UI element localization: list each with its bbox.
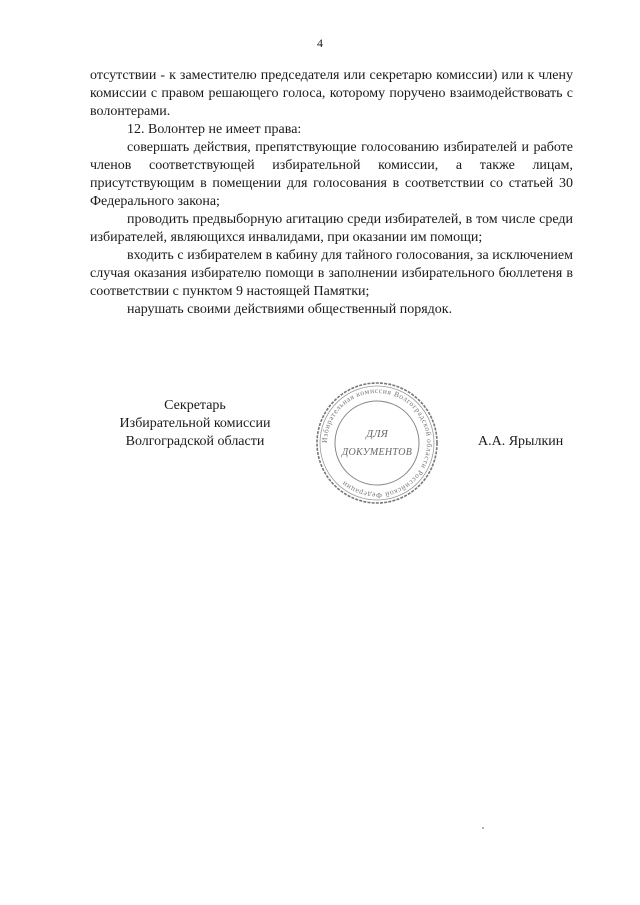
paragraph-restriction-booth: входить с избирателем в кабину для тайного голосования, за исключением случая оказания избирателю помощи в заполнении избирательного бюллетеня в соответствии с пунктом 9 настоящей Памятки;: [90, 248, 573, 299]
signature-title-line: Избирательной комиссии: [119, 416, 271, 431]
paragraph-item-12-heading: 12. Волонтер не имеет права:: [127, 122, 302, 137]
signature-title-line: Волгоградской области: [125, 434, 265, 449]
paragraph-restriction-order: нарушать своими действиями общественный порядок.: [127, 302, 453, 317]
stamp-ring-text: Избирательная комиссия Волгоградской области Российской Федерации: [319, 385, 435, 501]
official-stamp: [314, 380, 440, 506]
signer-name: А.А. Ярылкин: [478, 434, 564, 449]
paragraph-restriction-campaign: проводить предвыборную агитацию среди избирателей, в том числе среди избирателей, являющихся инвалидами, при оказании им помощи;: [90, 212, 573, 245]
page-number: 4: [317, 36, 323, 50]
signature-title-line: Секретарь: [164, 398, 226, 413]
stamp-label-line: ДОКУМЕНТОВ: [341, 447, 413, 458]
stamp-label-line: ДЛЯ: [366, 428, 388, 440]
scan-speck: [482, 827, 484, 829]
document-body: [90, 67, 573, 319]
signature-title-block: [90, 397, 300, 451]
paragraph-continuation: отсутствии - к заместителю председателя или секретарю комиссии) или к члену комиссии с правом решающего голоса, которому поручено взаимодействовать с волонтерами.: [90, 68, 573, 119]
paragraph-restriction-obstruct: совершать действия, препятствующие голосованию избирателей и работе членов соответствующей избирательной комиссии, а также лицам, присутствующим в помещении для голосования в соответствии со статьей 30 Федерального закона;: [90, 140, 573, 209]
